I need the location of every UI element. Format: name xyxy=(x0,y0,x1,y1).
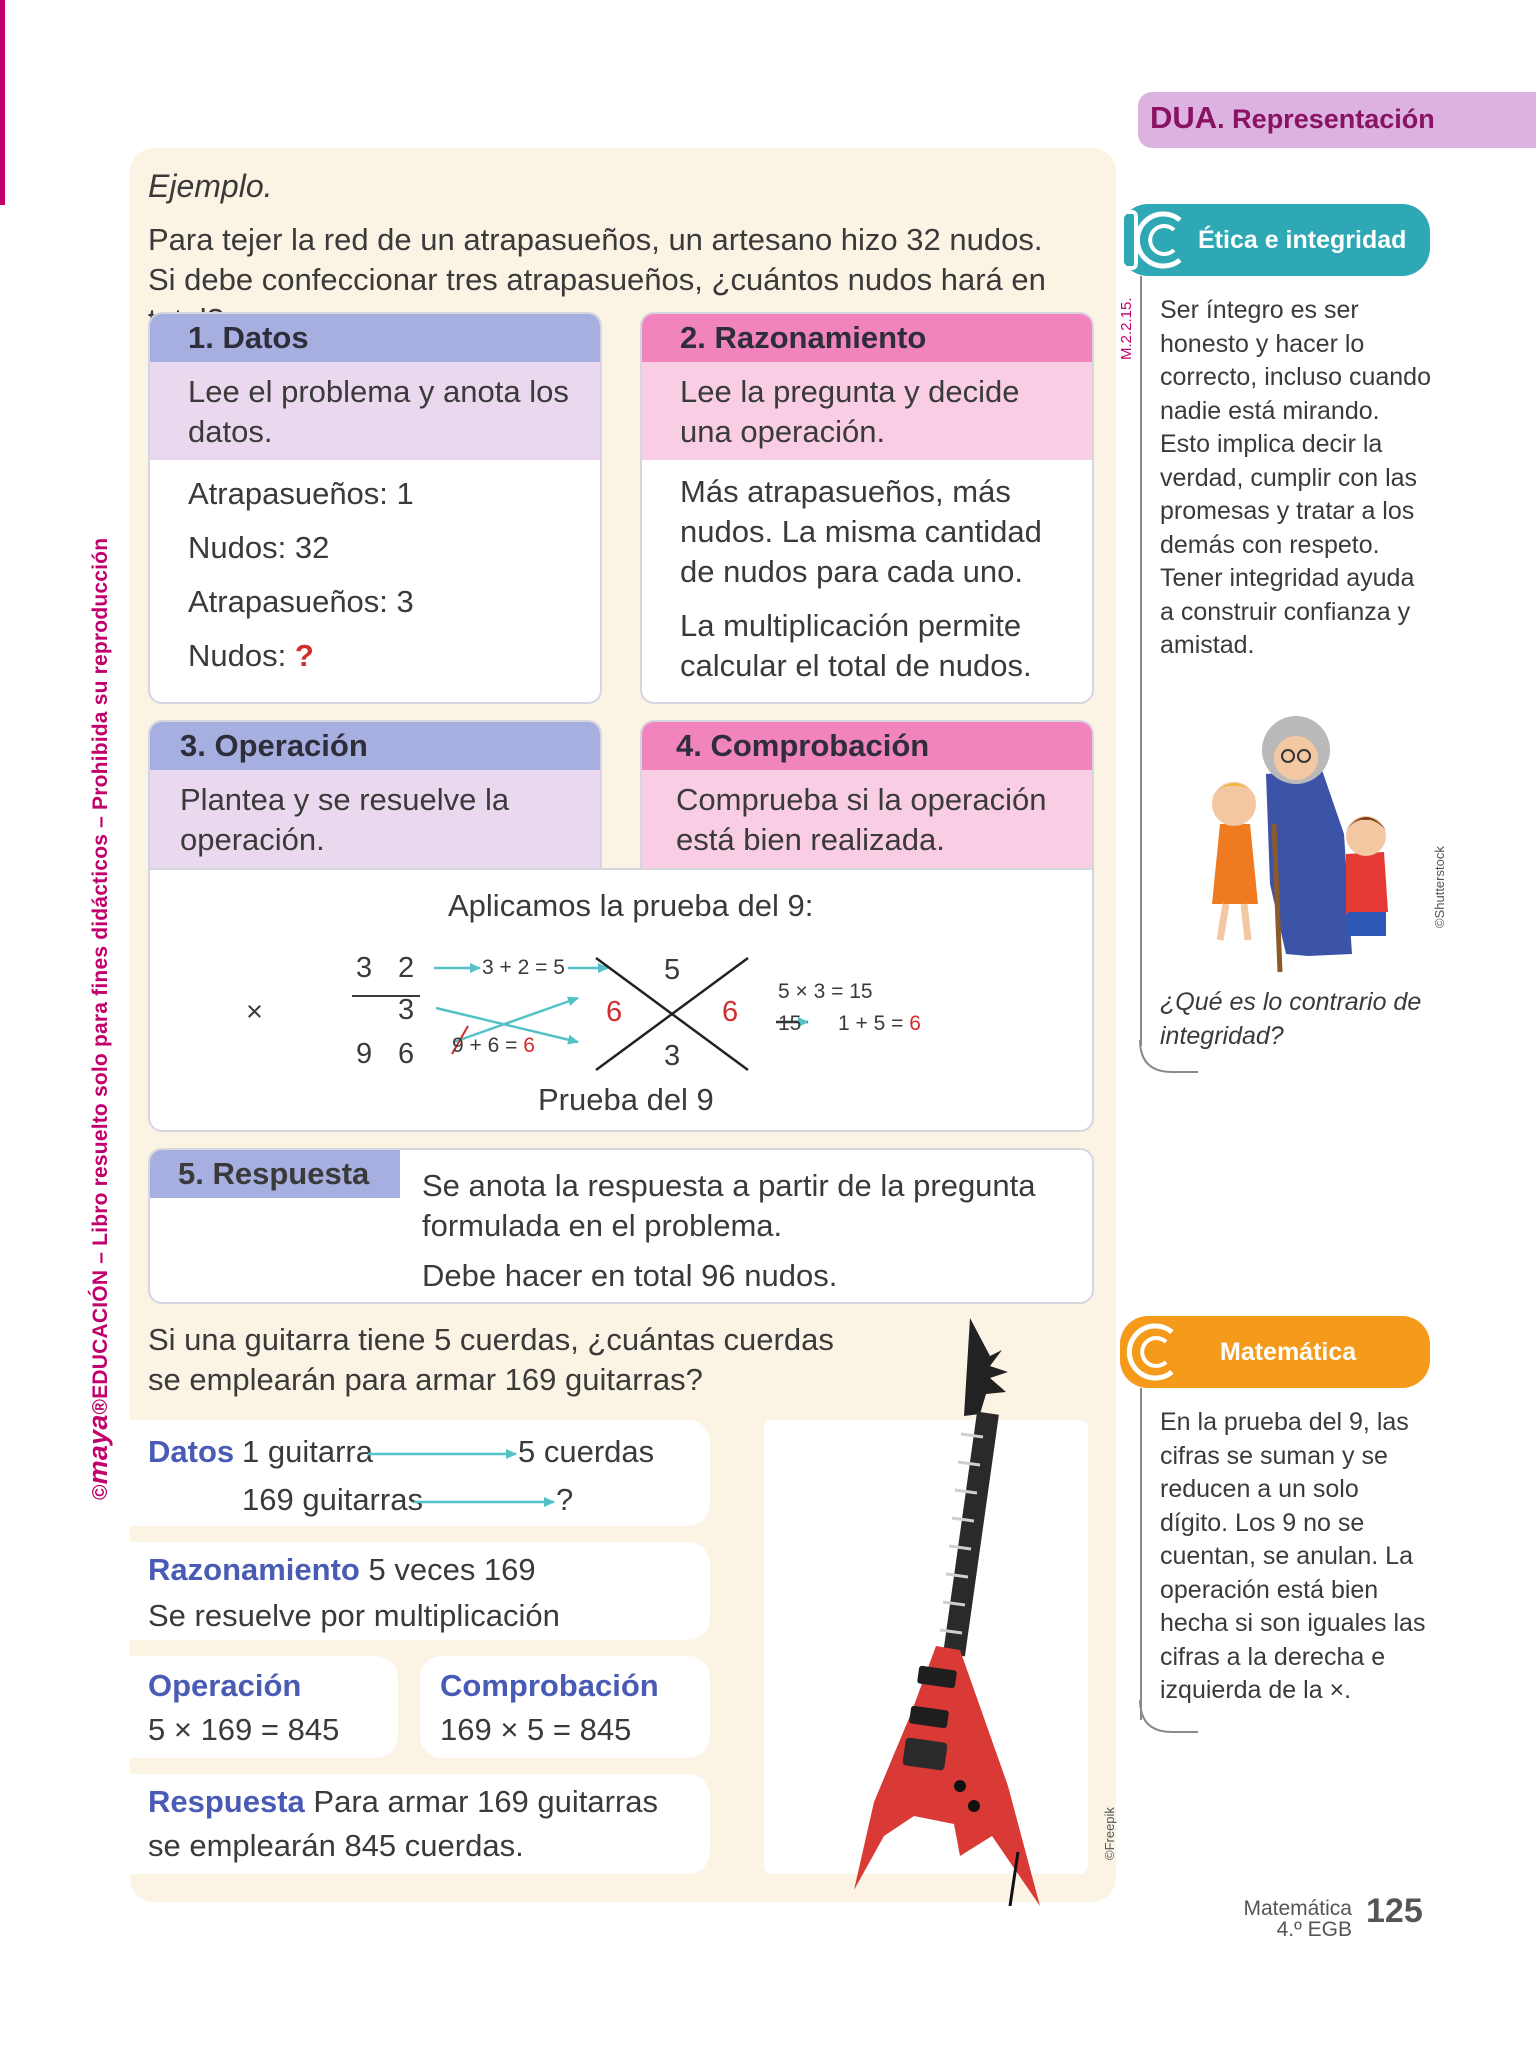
step-razonamiento-box xyxy=(640,312,1094,704)
razonamiento-paragraph-1: Más atrapasueños, más nudos. La misma cantidad de nudos para cada uno. xyxy=(680,474,1042,589)
p2-datos-1-right: 5 cuerdas xyxy=(518,1434,655,1469)
p2-operacion-box xyxy=(130,1656,398,1758)
step-operacion-box xyxy=(148,720,602,870)
p2-oper-text: 5 × 169 = 845 xyxy=(148,1712,340,1747)
matematica-title: Matemática xyxy=(1220,1338,1357,1366)
p2-datos-2-right: ? xyxy=(556,1482,574,1517)
electric-guitar-illustration xyxy=(840,1316,1080,1906)
proof-sum-bottom xyxy=(452,1034,535,1058)
ic-icon xyxy=(1118,208,1192,272)
p2-comprobacion-box xyxy=(420,1656,710,1758)
example-problem: Para tejer la red de un atrapasueños, un artesano hizo 32 nudos. Si debe confeccionar tres atrapasueños, ¿cuántos nudos hará en xyxy=(148,222,1046,297)
step-datos-box xyxy=(148,312,602,704)
page-number: 125 xyxy=(1366,1892,1423,1930)
razonamiento-paragraph-2: La multiplicación permite calcular el total de nudos. xyxy=(680,608,1032,683)
dua-bold: DUA xyxy=(1150,100,1218,135)
datos-line-1: Atrapasueños: 1 xyxy=(188,476,414,511)
step-razonamiento-instruction: Lee la pregunta y decide una operación. xyxy=(642,362,1092,460)
copyright-notice xyxy=(83,537,123,1500)
proof-intro: Aplicamos la prueba del 9: xyxy=(448,888,814,923)
p2-datos-1-left: 1 guitarra xyxy=(242,1434,373,1469)
copyright-symbol: © xyxy=(89,1484,112,1500)
proof-result-digit-2: 6 xyxy=(398,1038,415,1070)
step-respuesta-instruction: Se anota la respuesta a partir de la pregunta formulada en el problema. xyxy=(422,1168,1036,1243)
etica-question: ¿Qué es lo contrario de integridad? xyxy=(1160,988,1422,1050)
curriculum-code: M.2.2.15. xyxy=(1118,297,1135,360)
p2-datos-2-left: 169 guitarras xyxy=(242,1482,423,1517)
times-sign: × xyxy=(246,996,263,1028)
step-comprobacion-box xyxy=(640,720,1094,870)
p2-comp-label: Comprobación xyxy=(440,1668,659,1703)
step-razonamiento-title: 2. Razonamiento xyxy=(642,314,1092,362)
p2-resp-line-2: se emplearán 845 cuerdas. xyxy=(148,1828,524,1863)
proof-top-digit-2: 2 xyxy=(398,952,415,984)
step-comprobacion-instruction: Comprueba si la operación está bien realizada. xyxy=(642,770,1092,870)
matematica-header xyxy=(1120,1316,1430,1388)
step-operacion-instruction: Plantea y se resuelve la operación. xyxy=(150,770,600,870)
p2-razon-line-1 xyxy=(148,1552,536,1588)
freepik-credit: ©Freepik xyxy=(1102,1807,1117,1860)
proof-of-nine-box xyxy=(148,868,1094,1132)
example-title: Ejemplo. xyxy=(148,168,273,204)
step-respuesta-box xyxy=(148,1148,1094,1304)
proof-caption: Prueba del 9 xyxy=(538,1082,714,1117)
etica-title: Ética e integridad xyxy=(1198,226,1407,254)
step-datos-instruction: Lee el problema y anota los datos. xyxy=(150,362,600,460)
p2-razon-label: Razonamiento xyxy=(148,1552,360,1587)
shutterstock-credit: ©Shutterstock xyxy=(1432,846,1447,928)
side-calc-2b xyxy=(838,1012,921,1036)
step-respuesta-title: 5. Respuesta xyxy=(150,1150,400,1198)
crossed-nine: 9 xyxy=(452,1034,464,1057)
sidebar-divider-2 xyxy=(1140,1388,1142,1720)
p2-datos-arrows xyxy=(130,1420,710,1526)
c-icon xyxy=(1116,1320,1188,1384)
etica-header xyxy=(1120,204,1430,276)
side-calc-2a: 15 xyxy=(778,1012,802,1035)
matematica-box-corner xyxy=(1138,1700,1198,1736)
step-comprobacion-title: 4. Comprobación xyxy=(642,722,1092,770)
copyright-text: ®EDUCACIÓN – Libro resuelto solo para fines didácticos – Prohibida su reproducción xyxy=(89,537,112,1415)
p2-respuesta-box xyxy=(130,1774,710,1874)
step-operacion-title: 3. Operación xyxy=(150,722,600,770)
p2-razonamiento-box xyxy=(130,1542,710,1640)
step-datos-title: 1. Datos xyxy=(150,314,600,362)
datos-line-2: Nudos: 32 xyxy=(188,530,330,565)
datos-line-4-label: Nudos: xyxy=(188,638,287,673)
p2-resp-label: Respuesta xyxy=(148,1784,305,1819)
cross-bottom-value: 3 xyxy=(664,1040,681,1072)
page-edge-accent xyxy=(0,0,5,205)
footer-grade: 4.º EGB xyxy=(1276,1918,1352,1941)
datos-line-3: Atrapasueños: 3 xyxy=(188,584,414,619)
cross-right-value: 6 xyxy=(722,996,739,1028)
side-calc-2b-text: 1 + 5 = xyxy=(838,1012,904,1035)
proof-top-digit-1: 3 xyxy=(356,952,373,984)
grandmother-children-illustration xyxy=(1196,704,1422,976)
footer-subject: Matemática xyxy=(1243,1897,1352,1920)
p2-oper-label: Operación xyxy=(148,1668,302,1703)
side-calc-1: 5 × 3 = 15 xyxy=(778,980,873,1003)
proof-sum-top: 3 + 2 = 5 xyxy=(482,956,565,979)
sidebar-divider-1 xyxy=(1140,276,1142,1046)
unknown-mark: ? xyxy=(294,638,314,673)
p2-resp-line-1 xyxy=(148,1784,658,1820)
brand-logo: maya xyxy=(83,1414,113,1485)
etica-text: Ser íntegro es ser honesto y hacer lo correcto, incluso cuando nadie está mirando. Esto implica decir la verdad, cumplir con las promesas y tratar a los demás con respeto. Tener integridad ayuda a construir confianza y amistad. xyxy=(1160,296,1431,659)
p2-razon-text: 5 veces 169 xyxy=(368,1552,536,1587)
problem-2-question: Si una guitarra tiene 5 cuerdas, ¿cuántas cuerdas se emplearán para armar 169 guitarras? xyxy=(148,1322,834,1397)
proof-result-digit-1: 9 xyxy=(356,1038,373,1070)
proof-multiplier: 3 xyxy=(398,994,415,1026)
matematica-text: En la prueba del 9, las cifras se suman y se reducen a un solo dígito. Los 9 no se cuentan, se anulan. La operación está bien hecha si son iguales las cifras a la derecha e izquierda de la ×. xyxy=(1160,1408,1426,1704)
sum-bottom-result: 6 xyxy=(523,1034,535,1057)
cross-top-value: 5 xyxy=(664,954,681,986)
dua-title xyxy=(1150,100,1435,136)
side-calc-2-result: 6 xyxy=(909,1012,921,1035)
sum-bottom-rest: + 6 = xyxy=(469,1034,518,1057)
step-respuesta-answer: Debe hacer en total 96 nudos. xyxy=(422,1258,838,1293)
p2-razon-line-2: Se resuelve por multiplicación xyxy=(148,1598,560,1633)
p2-comp-text: 169 × 5 = 845 xyxy=(440,1712,632,1747)
cross-left-value: 6 xyxy=(606,996,623,1028)
etica-box-corner xyxy=(1138,1040,1198,1076)
p2-datos-box xyxy=(130,1420,710,1526)
p2-resp-text: Para armar 169 guitarras xyxy=(313,1784,659,1819)
dua-rest: . Representación xyxy=(1217,104,1435,134)
p2-datos-label: Datos xyxy=(148,1434,235,1469)
datos-line-4 xyxy=(188,636,574,676)
